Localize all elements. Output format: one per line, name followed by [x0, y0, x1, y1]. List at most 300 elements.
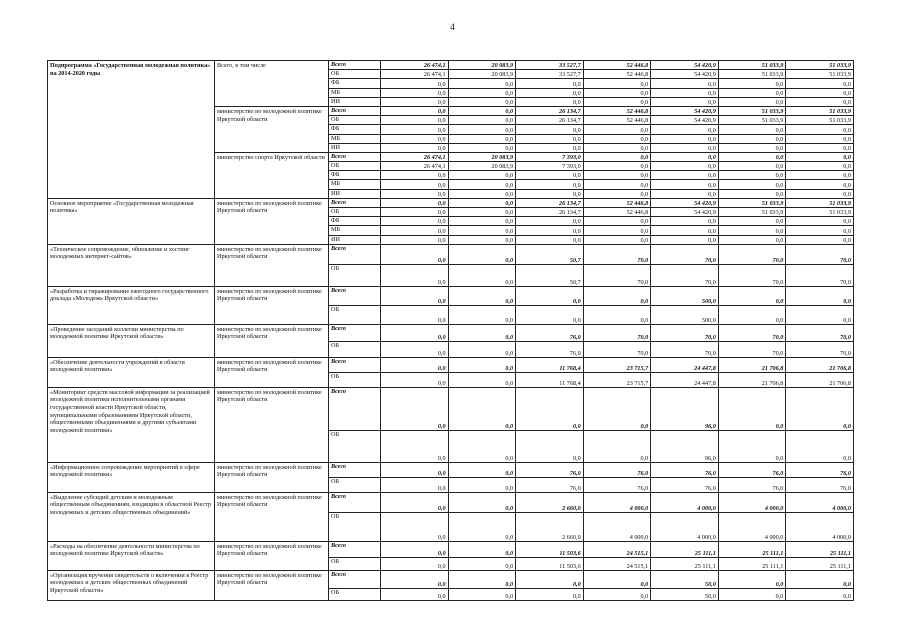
funding-source-cell: ФБ: [329, 171, 381, 180]
amount-cell: 26 134,7: [516, 116, 584, 125]
funding-source-cell: ФБ: [329, 217, 381, 226]
amount-cell: 76,0: [718, 462, 786, 477]
amount-cell: 0,0: [381, 430, 449, 462]
amount-cell: 0,0: [718, 588, 786, 600]
executor-cell: министерство по молодежной политике Иркутской области: [215, 286, 329, 324]
amount-cell: 0,0: [381, 97, 449, 106]
amount-cell: 70,0: [786, 264, 854, 286]
program-name-cell: «Проведение заседаний коллегии министерства по молодежной политике Иркутской области»: [48, 324, 215, 357]
executor-cell: министерство по молодежной политике Иркутской области: [215, 570, 329, 600]
amount-cell: 7 393,0: [516, 152, 584, 161]
amount-cell: 0,0: [583, 171, 651, 180]
funding-source-cell: Всего: [329, 492, 381, 512]
amount-cell: 70,0: [786, 244, 854, 264]
amount-cell: 0,0: [381, 462, 449, 477]
amount-cell: 0,0: [786, 189, 854, 198]
amount-cell: 26 134,7: [516, 106, 584, 115]
program-name-cell: «Выделение субсидий детским и молодежным общественным объединениям, входящим в областной Реестр молодежных и детских общественных объединений»: [48, 492, 215, 541]
amount-cell: 7 393,0: [516, 162, 584, 171]
amount-cell: 0,0: [448, 357, 516, 372]
amount-cell: 76,0: [583, 477, 651, 492]
table-row: [48, 387, 854, 430]
amount-cell: 0,0: [718, 88, 786, 97]
amount-cell: 0,0: [381, 189, 449, 198]
amount-cell: 54 420,9: [651, 116, 719, 125]
funding-source-cell: Всего: [329, 286, 381, 305]
amount-cell: 0,0: [381, 324, 449, 341]
amount-cell: 26 474,1: [381, 152, 449, 161]
amount-cell: 0,0: [718, 305, 786, 324]
amount-cell: 0,0: [583, 88, 651, 97]
amount-cell: 0,0: [718, 286, 786, 305]
amount-cell: 20 083,9: [448, 70, 516, 79]
amount-cell: 0,0: [718, 134, 786, 143]
funding-source-cell: ОБ: [329, 116, 381, 125]
amount-cell: 0,0: [448, 125, 516, 134]
program-name-cell: «Обеспечение деятельности учреждений в области молодежной политики»: [48, 357, 215, 387]
amount-cell: 0,0: [583, 588, 651, 600]
amount-cell: 11 503,6: [516, 541, 584, 557]
amount-cell: 51 033,9: [786, 116, 854, 125]
funding-source-cell: МБ: [329, 88, 381, 97]
funding-source-cell: ОБ: [329, 477, 381, 492]
executor-cell: министерство спорта Иркутской области: [215, 152, 329, 198]
amount-cell: 0,0: [381, 198, 449, 207]
amount-cell: 33 527,7: [516, 61, 584, 70]
amount-cell: 0,0: [583, 430, 651, 462]
amount-cell: 24 515,1: [583, 541, 651, 557]
amount-cell: 0,0: [448, 88, 516, 97]
executor-cell: министерство по молодежной политике Иркутской области: [215, 106, 329, 152]
amount-cell: 76,0: [786, 477, 854, 492]
amount-cell: 0,0: [381, 541, 449, 557]
amount-cell: 96,0: [651, 387, 719, 430]
amount-cell: 0,0: [786, 588, 854, 600]
amount-cell: 0,0: [718, 171, 786, 180]
amount-cell: 0,0: [516, 79, 584, 88]
amount-cell: 0,0: [583, 125, 651, 134]
amount-cell: 0,0: [381, 79, 449, 88]
amount-cell: 0,0: [718, 97, 786, 106]
amount-cell: 0,0: [448, 462, 516, 477]
amount-cell: 0,0: [516, 226, 584, 235]
amount-cell: 76,0: [583, 462, 651, 477]
amount-cell: 0,0: [786, 217, 854, 226]
amount-cell: 51 033,9: [718, 70, 786, 79]
amount-cell: 21 706,8: [786, 372, 854, 387]
amount-cell: 0,0: [381, 512, 449, 541]
amount-cell: 52 446,8: [583, 116, 651, 125]
amount-cell: 76,0: [786, 462, 854, 477]
table-row: [48, 324, 854, 341]
amount-cell: 0,0: [448, 588, 516, 600]
amount-cell: 0,0: [448, 189, 516, 198]
amount-cell: 0,0: [381, 116, 449, 125]
amount-cell: 0,0: [718, 430, 786, 462]
amount-cell: 21 706,8: [718, 357, 786, 372]
amount-cell: 70,0: [786, 324, 854, 341]
amount-cell: 0,0: [381, 357, 449, 372]
amount-cell: 51 033,9: [718, 61, 786, 70]
funding-source-cell: ОБ: [329, 512, 381, 541]
amount-cell: 0,0: [583, 97, 651, 106]
amount-cell: 0,0: [583, 286, 651, 305]
amount-cell: 0,0: [381, 286, 449, 305]
funding-source-cell: МБ: [329, 180, 381, 189]
amount-cell: 0,0: [786, 143, 854, 152]
executor-cell: министерство по молодежной политике Иркутской области: [215, 244, 329, 286]
amount-cell: 0,0: [448, 79, 516, 88]
program-name-cell: «Мониторинг средств массовой информации за реализацией молодежной политики исполнительными органами государственной власти Иркутской области, муниципальными образованиями Иркутской области, общественными объединениями и другими субъектами молодежной политики»: [48, 387, 215, 462]
amount-cell: 0,0: [448, 217, 516, 226]
funding-source-cell: ИИ: [329, 97, 381, 106]
funding-source-cell: ИИ: [329, 189, 381, 198]
amount-cell: 26 474,1: [381, 61, 449, 70]
amount-cell: 0,0: [448, 134, 516, 143]
amount-cell: 0,0: [651, 235, 719, 244]
amount-cell: 0,0: [786, 97, 854, 106]
amount-cell: 11 768,4: [516, 357, 584, 372]
amount-cell: 26 474,1: [381, 70, 449, 79]
amount-cell: 0,0: [651, 162, 719, 171]
amount-cell: 76,0: [516, 341, 584, 357]
amount-cell: 0,0: [448, 512, 516, 541]
amount-cell: 0,0: [448, 198, 516, 207]
amount-cell: 50,0: [651, 588, 719, 600]
amount-cell: 0,0: [786, 162, 854, 171]
program-name-cell: Основное мероприятие «Государственная молодежная политика»: [48, 198, 215, 244]
amount-cell: 0,0: [381, 264, 449, 286]
amount-cell: 21 706,8: [718, 372, 786, 387]
funding-source-cell: Всего: [329, 357, 381, 372]
amount-cell: 0,0: [448, 171, 516, 180]
table-row: [48, 492, 854, 512]
amount-cell: 0,0: [381, 208, 449, 217]
funding-source-cell: Всего: [329, 198, 381, 207]
amount-cell: 70,0: [583, 324, 651, 341]
amount-cell: 0,0: [381, 570, 449, 588]
amount-cell: 0,0: [516, 134, 584, 143]
amount-cell: 26 134,7: [516, 208, 584, 217]
amount-cell: 0,0: [381, 372, 449, 387]
amount-cell: 54 420,9: [651, 198, 719, 207]
funding-source-cell: ФБ: [329, 125, 381, 134]
amount-cell: 0,0: [381, 171, 449, 180]
amount-cell: 0,0: [516, 305, 584, 324]
amount-cell: 0,0: [718, 152, 786, 161]
amount-cell: 0,0: [516, 235, 584, 244]
amount-cell: 0,0: [448, 226, 516, 235]
amount-cell: 0,0: [516, 588, 584, 600]
amount-cell: 76,0: [718, 477, 786, 492]
amount-cell: 70,0: [651, 264, 719, 286]
amount-cell: 0,0: [718, 189, 786, 198]
amount-cell: 4 000,0: [583, 492, 651, 512]
amount-cell: 0,0: [718, 180, 786, 189]
funding-source-cell: ОБ: [329, 341, 381, 357]
amount-cell: 0,0: [448, 264, 516, 286]
amount-cell: 25 111,1: [718, 541, 786, 557]
amount-cell: 0,0: [516, 97, 584, 106]
amount-cell: 0,0: [516, 125, 584, 134]
funding-source-cell: Всего: [329, 106, 381, 115]
amount-cell: 54 420,9: [651, 106, 719, 115]
amount-cell: 51 033,9: [786, 61, 854, 70]
amount-cell: 4 000,0: [718, 512, 786, 541]
amount-cell: 51 033,9: [786, 198, 854, 207]
amount-cell: 0,0: [381, 305, 449, 324]
amount-cell: 25 111,1: [651, 557, 719, 570]
amount-cell: 500,0: [651, 286, 719, 305]
amount-cell: 0,0: [448, 305, 516, 324]
amount-cell: 70,0: [786, 341, 854, 357]
amount-cell: 26 474,1: [381, 162, 449, 171]
amount-cell: 0,0: [718, 387, 786, 430]
amount-cell: 0,0: [718, 226, 786, 235]
funding-source-cell: МБ: [329, 134, 381, 143]
amount-cell: 54 420,9: [651, 70, 719, 79]
amount-cell: 0,0: [381, 588, 449, 600]
amount-cell: 21 706,8: [786, 357, 854, 372]
amount-cell: 51 033,9: [786, 70, 854, 79]
amount-cell: 0,0: [516, 286, 584, 305]
amount-cell: 0,0: [448, 570, 516, 588]
amount-cell: 0,0: [718, 570, 786, 588]
amount-cell: 4 000,0: [786, 512, 854, 541]
amount-cell: 0,0: [583, 189, 651, 198]
amount-cell: 4 000,0: [583, 512, 651, 541]
amount-cell: 0,0: [448, 244, 516, 264]
amount-cell: 0,0: [448, 180, 516, 189]
amount-cell: 70,0: [583, 264, 651, 286]
amount-cell: 0,0: [381, 235, 449, 244]
amount-cell: 50,0: [651, 570, 719, 588]
funding-source-cell: ФБ: [329, 79, 381, 88]
amount-cell: 0,0: [381, 217, 449, 226]
amount-cell: 52 446,8: [583, 208, 651, 217]
amount-cell: 0,0: [583, 79, 651, 88]
amount-cell: 0,0: [381, 88, 449, 97]
funding-source-cell: ИИ: [329, 235, 381, 244]
amount-cell: 20 083,9: [448, 152, 516, 161]
funding-source-cell: ОБ: [329, 264, 381, 286]
amount-cell: 0,0: [448, 341, 516, 357]
amount-cell: 23 715,7: [583, 357, 651, 372]
funding-source-cell: Всего: [329, 152, 381, 161]
amount-cell: 0,0: [448, 286, 516, 305]
amount-cell: 20 083,9: [448, 162, 516, 171]
amount-cell: 0,0: [448, 235, 516, 244]
amount-cell: 96,0: [651, 430, 719, 462]
funding-source-cell: МБ: [329, 226, 381, 235]
funding-source-cell: ОБ: [329, 557, 381, 570]
amount-cell: 0,0: [448, 492, 516, 512]
amount-cell: 0,0: [583, 162, 651, 171]
amount-cell: 0,0: [651, 88, 719, 97]
funding-source-cell: ОБ: [329, 372, 381, 387]
amount-cell: 4 000,0: [651, 512, 719, 541]
amount-cell: 0,0: [718, 217, 786, 226]
amount-cell: 0,0: [718, 162, 786, 171]
amount-cell: 0,0: [516, 189, 584, 198]
amount-cell: 76,0: [516, 324, 584, 341]
amount-cell: 20 083,9: [448, 61, 516, 70]
amount-cell: 24 447,8: [651, 372, 719, 387]
amount-cell: 54 420,9: [651, 208, 719, 217]
amount-cell: 0,0: [786, 286, 854, 305]
amount-cell: 0,0: [786, 180, 854, 189]
amount-cell: 70,0: [718, 324, 786, 341]
amount-cell: 51 033,9: [718, 106, 786, 115]
funding-source-cell: Всего: [329, 387, 381, 430]
amount-cell: 0,0: [381, 477, 449, 492]
amount-cell: 51 033,9: [786, 106, 854, 115]
funding-source-cell: Всего: [329, 324, 381, 341]
amount-cell: 51 033,9: [718, 208, 786, 217]
amount-cell: 0,0: [381, 143, 449, 152]
amount-cell: 25 111,1: [786, 557, 854, 570]
amount-cell: 0,0: [583, 217, 651, 226]
amount-cell: 25 111,1: [786, 541, 854, 557]
funding-table-container: [47, 60, 854, 601]
table-row: [48, 198, 854, 207]
funding-source-cell: ИИ: [329, 143, 381, 152]
amount-cell: 0,0: [651, 171, 719, 180]
amount-cell: 0,0: [381, 106, 449, 115]
funding-source-cell: Всего: [329, 244, 381, 264]
funding-source-cell: ОБ: [329, 162, 381, 171]
amount-cell: 51 033,9: [786, 208, 854, 217]
amount-cell: 0,0: [786, 305, 854, 324]
amount-cell: 70,0: [583, 341, 651, 357]
amount-cell: 0,0: [651, 143, 719, 152]
amount-cell: 0,0: [718, 79, 786, 88]
amount-cell: 0,0: [651, 134, 719, 143]
amount-cell: 0,0: [516, 570, 584, 588]
amount-cell: 33 527,7: [516, 70, 584, 79]
amount-cell: 0,0: [448, 372, 516, 387]
amount-cell: 0,0: [651, 180, 719, 189]
executor-cell: министерство по молодежной политике Иркутской области: [215, 324, 329, 357]
program-name-cell: «Организация вручения свидетельств о включении в Реестр молодежных и детских общественных объединений Иркутской области»: [48, 570, 215, 600]
amount-cell: 0,0: [583, 387, 651, 430]
amount-cell: 70,0: [651, 244, 719, 264]
funding-source-cell: Всего: [329, 61, 381, 70]
amount-cell: 0,0: [381, 134, 449, 143]
table-row: [48, 541, 854, 557]
amount-cell: 0,0: [381, 387, 449, 430]
program-name-cell: Подпрограмма «Государственная молодежная политика» на 2014-2020 годы: [48, 61, 215, 199]
amount-cell: 0,0: [786, 88, 854, 97]
funding-source-cell: ОБ: [329, 305, 381, 324]
amount-cell: 70,0: [718, 341, 786, 357]
amount-cell: 25 111,1: [651, 541, 719, 557]
amount-cell: 0,0: [651, 226, 719, 235]
amount-cell: 0,0: [583, 570, 651, 588]
page-number: 4: [450, 22, 455, 32]
amount-cell: 0,0: [448, 541, 516, 557]
amount-cell: 11 768,4: [516, 372, 584, 387]
amount-cell: 0,0: [381, 557, 449, 570]
executor-cell: министерство по молодежной политике Иркутской области: [215, 541, 329, 570]
amount-cell: 0,0: [448, 430, 516, 462]
amount-cell: 50,7: [516, 244, 584, 264]
amount-cell: 26 134,7: [516, 198, 584, 207]
amount-cell: 0,0: [381, 125, 449, 134]
amount-cell: 4 000,0: [651, 492, 719, 512]
executor-cell: министерство по молодежной политике Иркутской области: [215, 198, 329, 244]
amount-cell: 0,0: [718, 143, 786, 152]
amount-cell: 0,0: [583, 226, 651, 235]
amount-cell: 0,0: [381, 341, 449, 357]
amount-cell: 0,0: [516, 387, 584, 430]
amount-cell: 4 000,0: [718, 492, 786, 512]
amount-cell: 76,0: [651, 477, 719, 492]
amount-cell: 0,0: [583, 143, 651, 152]
funding-source-cell: Всего: [329, 541, 381, 557]
amount-cell: 0,0: [786, 125, 854, 134]
amount-cell: 0,0: [786, 235, 854, 244]
amount-cell: 0,0: [516, 171, 584, 180]
program-name-cell: «Расходы на обеспечение деятельности министерства по молодежной политике Иркутской области»: [48, 541, 215, 570]
program-name-cell: «Разработка и тиражирование ежегодного государственного доклада «Молодежь Иркутской области»: [48, 286, 215, 324]
amount-cell: 50,7: [516, 264, 584, 286]
program-name-cell: «Техническое сопровождение, обновление и хостинг молодежных интернет-сайтов»: [48, 244, 215, 286]
table-row: [48, 244, 854, 264]
amount-cell: 0,0: [651, 79, 719, 88]
funding-source-cell: ОБ: [329, 208, 381, 217]
amount-cell: 0,0: [786, 79, 854, 88]
funding-source-cell: Всего: [329, 462, 381, 477]
amount-cell: 52 446,8: [583, 106, 651, 115]
amount-cell: 0,0: [448, 208, 516, 217]
amount-cell: 0,0: [786, 570, 854, 588]
amount-cell: 70,0: [718, 244, 786, 264]
amount-cell: 0,0: [448, 106, 516, 115]
amount-cell: 0,0: [786, 134, 854, 143]
amount-cell: 500,0: [651, 305, 719, 324]
amount-cell: 2 660,0: [516, 512, 584, 541]
table-row: [48, 462, 854, 477]
amount-cell: 0,0: [448, 116, 516, 125]
amount-cell: 0,0: [583, 180, 651, 189]
amount-cell: 76,0: [516, 477, 584, 492]
amount-cell: 0,0: [583, 305, 651, 324]
amount-cell: 0,0: [516, 180, 584, 189]
executor-cell: Всего, в том числе: [215, 61, 329, 107]
table-row: [48, 286, 854, 305]
amount-cell: 76,0: [516, 462, 584, 477]
amount-cell: 0,0: [448, 477, 516, 492]
amount-cell: 52 446,8: [583, 70, 651, 79]
amount-cell: 70,0: [718, 264, 786, 286]
amount-cell: 52 446,8: [583, 198, 651, 207]
executor-cell: министерство по молодежной политике Иркутской области: [215, 462, 329, 492]
funding-table: [47, 60, 854, 601]
program-name-cell: «Информационное сопровождение мероприятий в сфере молодежной политики»: [48, 462, 215, 492]
amount-cell: 70,0: [583, 244, 651, 264]
amount-cell: 0,0: [381, 180, 449, 189]
amount-cell: 0,0: [516, 88, 584, 97]
amount-cell: 0,0: [651, 152, 719, 161]
amount-cell: 0,0: [786, 152, 854, 161]
executor-cell: министерство по молодежной политике Иркутской области: [215, 357, 329, 387]
amount-cell: 25 111,1: [718, 557, 786, 570]
funding-source-cell: Всего: [329, 570, 381, 588]
amount-cell: 0,0: [786, 430, 854, 462]
funding-source-cell: ОБ: [329, 430, 381, 462]
amount-cell: 0,0: [583, 235, 651, 244]
